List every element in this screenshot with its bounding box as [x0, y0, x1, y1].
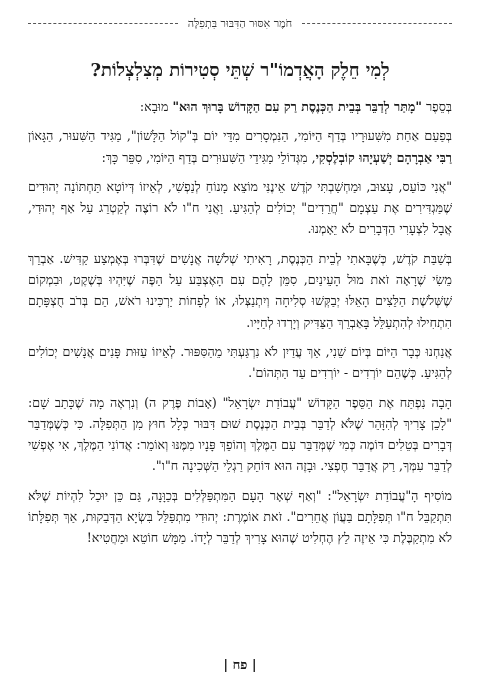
para2-post: , מִגְּדוֹלֵי מַגִּידֵי הַשִּׁעוּרִים בְּדַף הַיּוֹמִי, סִפֵּר כָּךְ:: [101, 149, 316, 165]
header-rule-right: [302, 23, 452, 24]
intro-post: מוּבָא:: [139, 99, 173, 114]
rabbi-name: רַבִּי אַבְרָהָם יְשַׁעְיָהוּ קוֹבְלֶסְקִי: [315, 149, 452, 165]
paragraph-avodat-yisrael: הָבָה נִפְתַּח אֶת הַסֵּפֶר הַקָּדוֹשׁ "עֲבוֹדַת יִשְׂרָאֵל" (אָבוֹת פֶּרֶק ה) וְנִרְאֶה מָה שֶׁכָּתַב שָׁם: "לָכֵן צָרִיךְ לְהִזָּהֵר שֶׁלֹּא לְדַבֵּר בְּבֵית הַכְּנֶסֶת שׁוּם דִּבּוּר כְּלָל חוּץ מִן הַתְּפִלָּה. כִּי כְּשֶׁמְּדַבֵּר דְּבָרִים בְּטֵלִים דּוֹמֶה כְּמִי שֶׁמְּדַבֵּר עִם הַמֶּלֶךְ וְהוֹפֵךְ פָּנָיו מִמֶּנּוּ וְאוֹמֵר: אֲדוֹנִי הַמֶּלֶךְ, אִי אֶפְשִׁי לְדַבֵּר עִמְּךָ, רַק אֲדַבֵּר חֶפְצִי. וּבָזֶה הוּא דּוֹחֵק רַגְלֵי הַשְּׁכִינָה ח"ו".: [28, 394, 452, 474]
paragraph-conclusion: מוֹסִיף הָ"עֲבוֹדַת יִשְׂרָאֵל": "וְאַף שְׁאָר הָעָם הַמִּתְפַּלְּלִים בְּכַוָּנָה, גַּם כֵּן יוּכַל לִהְיוֹת שֶׁלֹּא תִּתְקַבֵּל ח"ו תְּפִלָּתָם בַּעֲוֹן אֲחֵרִים". זֹאת אוֹמֶרֶת: יְהוּדִי מִתְפַּלֵּל בִּשְׂיָא הַדְּבֵקוּת, אַךְ תְּפִלָּתוֹ לֹא מִתְקַבֶּלֶת כִּי אֵיזֶה לֵץ הֶחְלִיט שֶׁהוּא צָרִיךְ לְדַבֵּר לְיָדוֹ. מַמָּשׁ חוֹטֵא וּמַחֲטִיא!: [28, 487, 452, 546]
running-header-title: חֹמֶר אִסּוּר הַדִּבּוּר בִּתְפִלָּה: [187, 16, 293, 30]
paragraph-intro: [28, 96, 452, 117]
paragraph-quote-1: "אֲנִי כּוֹעֵס, עָצוּב, וּמַחְשַׁבְתִּי קֹדֶשׁ אֵינֶנִּי מוֹצֵא מָנוֹחַ לְנַפְשִׁי, לְאֵיזוֹ דְּיוֹטָא תַּחְתּוֹנָה יְהוּדִים שֶׁמַּגְדִּירִים אֶת עַצְמָם "חֲרֵדִים" יְכוֹלִים לְהַגִּיעַ. וַאֲנִי ח"ו לֹא רוֹצֶה לְקַטְרֵג עַל אַף יְהוּדִי, אֲבָל לִצְעָרִי הַדְּבָרִים לֹא יֵאָמְנוּ.: [28, 178, 452, 237]
para2-pre: בְּפַעַם אַחַת מִשִּׁעוּרָיו בְּדַף הַיּוֹמִי, הַנִּמְסָרִים מִדֵּי יוֹם בְּ"קוֹל הַלָּשׁוֹן", מַגִּיד הַשִּׁעוּר, הַגָּאוֹן: [28, 128, 452, 144]
section-heading: לְמִי חֵלֶק הָאֲדְמוֹ"ר שְׁתֵּי סְטִירוֹת מְצִלְצְלוֹת?: [90, 60, 390, 81]
paragraph-story-opening: [28, 125, 452, 168]
body-text: [28, 96, 452, 557]
paragraph-quote-2: בְּשַׁבַּת קֹדֶשׁ, כְּשֶׁבָּאתִי לְבֵית הַכְּנֶסֶת, רָאִיתִי שְׁלֹשָׁה אֲנָשִׁים שֶׁדִּבְּרוּ בְּאֶמְצַע קַדִּישׁ. אַבְרֵךְ מֵשִׂי שֶׁרָאָה זֹאת מוּל הָעֵינַיִם, סִמֵּן לָהֶם עִם הָאֶצְבַּע עַל הַפֶּה שֶׁיִּהְיוּ בְּשֶׁקֶט, וּבִמְקוֹם שֶׁשְּׁלֹשֶׁת הַלֵּצִים הָאֵלּוּ יְבַקְּשׁוּ סְלִיחָה וְיִתְנַצְּלוּ, אוֹ לְפָחוֹת יַרְכִּינוּ רֹאשׁ, הֵם בְּרֹב חֻצְפָּתָם הִתְחִילוּ לְהִתְעַלֵּל בָּאַבְרֵךְ הַצַּדִּיק וְיָרְדוּ לְחַיָּיו.: [28, 250, 452, 330]
paragraph-quote-3: אֲנַחְנוּ כְּבָר הַיּוֹם בְּיוֹם שֵׁנִי, אַךְ עֲדַיִן לֹא נִרְגַּעְתִּי מֵהַסִּפּוּר. לְאֵיזוֹ עַזּוּת פָּנִים אֲנָשִׁים יְכוֹלִים לְהַגִּיעַ. כְּשֶׁהֵם יוֹרְדִים - יוֹרְדִים עַד הַתְּהוֹם'.: [28, 343, 452, 381]
intro-pre: בְּסֵפֶר: [421, 99, 452, 114]
header-rule-left: [28, 23, 178, 24]
running-header: [28, 12, 452, 34]
book-title: "מָתַּר לְדַבֵּר בְּבֵית הַכְּנֶסֶת רַק עִם הַקָּדוֹשׁ בָּרוּךְ הוּא": [172, 99, 422, 114]
page-number: | פח |: [223, 658, 257, 673]
